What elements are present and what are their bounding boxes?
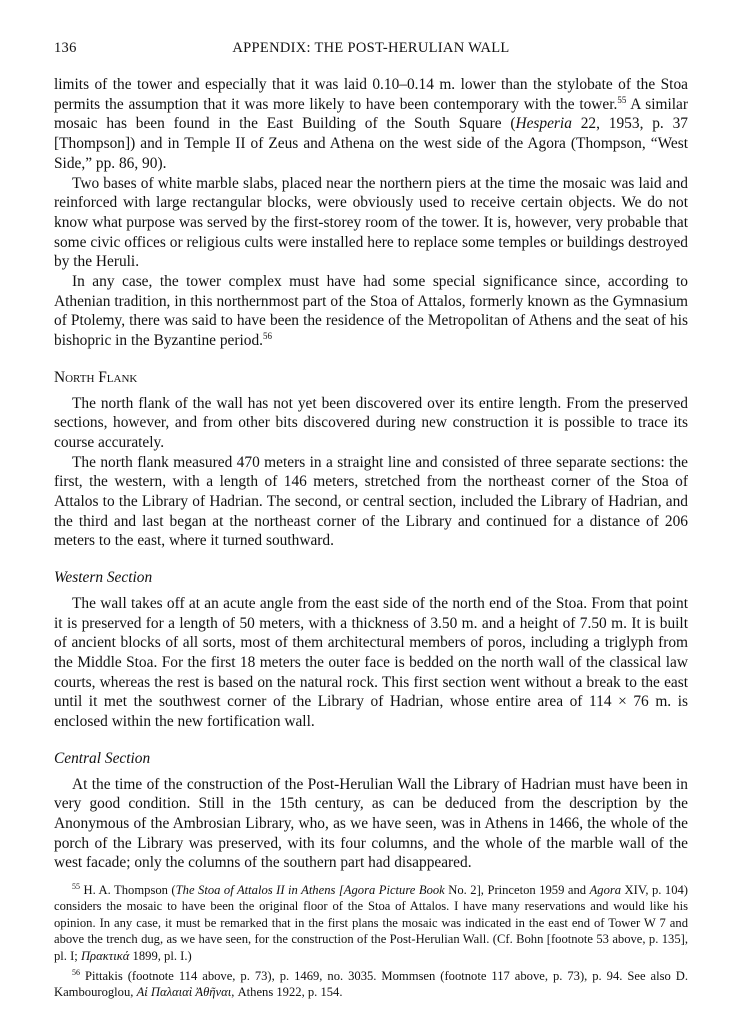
paragraph-north-flank-1: The north flank of the wall has not yet been discovered over its entire length. From the preserved sections, however, and from other bits discovered during new construction it is possible to trace its course accurately. — [54, 394, 688, 451]
paragraph-continued — [54, 75, 688, 174]
subsection-heading-central: Central Section — [54, 749, 151, 767]
paragraph-text: limits of the tower and especially that it was laid 0.10–0.14 m. lower than the stylobate of the Stoa permits the assumption that it was more likely to have been contemporary with the tower. — [54, 76, 688, 113]
footnote-56 — [54, 968, 688, 1001]
book-title: The Stoa of Attalos II in Athens [Agora Picture Book — [175, 883, 445, 898]
book-title: Αἱ Παλαιαὶ Ἀθῆναι — [136, 985, 232, 1000]
paragraph-tower-complex — [54, 272, 688, 351]
paragraph-text: A similar mosaic has been found in the East Building of the South Square ( — [54, 95, 689, 133]
paragraph-bases: Two bases of white marble slabs, placed near the northern piers at the time the mosaic was laid and reinforced with large rectangular blocks, were obviously used to receive certain objects. We do not know what purpose was served by the first-storey room of the tower. It is, however, very probable that some civic offices or religious cults were installed here to replace some temples or buildings destroyed by the Heruli. — [54, 174, 688, 271]
paragraph-text: 22, 1953, p. 37 [Thompson]) and in Temple II of Zeus and Athena on the west side of the Agora (Thompson, “West Side,” pp. 86, 90). — [54, 115, 688, 172]
footnote-text: XIV, p. 104) considers the mosaic to have been the original floor of the Stoa of Attalos. I have many reservations and would like his opinion. In any case, it must be remarked that in the first plans the mosaic was indicated in the east end of Tower W 7 and above the trench dug, as we have seen, for the construction of the Post-Herulian Wall. (Cf. Bohn [footnote 53 above, p. 135], pl. I; — [54, 883, 688, 963]
footnote-number: 55 — [72, 881, 80, 891]
footnote-text: No. 2], Princeton 1959 and — [444, 883, 590, 898]
footnote-ref-56: 56 — [263, 331, 273, 342]
paragraph-north-flank-2: The north flank measured 470 meters in a straight line and consisted of three separate sections: the first, the western, with a length of 146 meters, stretched from the northeast corner of the Stoa of Attalos to the Library of Hadrian. The second, or central section, included the Library of Hadrian, and the third and last began at the northeast corner of the Library and continued for a distance of 206 meters to the east, where it turned southward. — [54, 453, 688, 550]
journal-title: Πρακτικά — [80, 948, 130, 963]
subsection-heading-western: Western Section — [54, 569, 153, 587]
paragraph-central-section: At the time of the construction of the Post-Herulian Wall the Library of Hadrian must have been in very good condition. Still in the 15th century, as can be deduced from the description by the Anonymous of the Ambrosian Library, who, as we have seen, was in Athens in 1466, the whole of the porch of the Library was preserved, with its four columns, and the whole of the marble wall of the west facade; only the columns of the southern part had disappeared. — [54, 775, 688, 872]
book-title: Agora — [589, 883, 622, 898]
footnote-55 — [54, 882, 688, 964]
footnotes — [54, 882, 688, 1001]
page-header — [54, 40, 688, 60]
running-title: APPENDIX: THE POST-HERULIAN WALL — [232, 40, 510, 56]
footnote-number: 56 — [72, 967, 80, 977]
main-text — [54, 75, 688, 1005]
journal-title: Hesperia — [515, 115, 572, 133]
paragraph-western-section: The wall takes off at an acute angle from the east side of the north end of the Stoa. From that point it is preserved for a length of 50 meters, with a thickness of 3.50 m. and a height of 7.50 m. It is built of ancient blocks of all sorts, most of them architectural members of poros, including a triglyph from the Middle Stoa. For the first 18 meters the outer face is bedded on the north wall of the classical law courts, whereas the rest is based on the natural rock. This first section went without a break to the east until it met the southwest corner of the Library of Hadrian, whose entire area of 114 × 76 m. is enclosed within the new fortification wall. — [54, 594, 688, 731]
footnote-text: H. A. Thompson ( — [83, 883, 176, 898]
footnote-text: , Athens 1922, p. 154. — [231, 985, 343, 1000]
paragraph-text: In any case, the tower complex must have had some special significance since, according to Athenian tradition, in this northernmost part of the Stoa of Attalos, formerly known as the Gymnasium of Ptolemy, there was said to have been the residence of the Metropolitan of Athens and the seat of his bishopric in the Byzantine period. — [54, 273, 688, 350]
page-number: 136 — [54, 40, 77, 56]
footnote-text: 1899, pl. I.) — [129, 948, 192, 963]
footnote-ref-55: 55 — [617, 94, 627, 105]
section-heading-north-flank: North Flank — [54, 368, 138, 386]
footnote-text: Pittakis (footnote 114 above, p. 73), p. 1469, no. 3035. Mommsen (footnote 117 above, p. 73), p. 94. See also D. Kambouroglou, — [54, 969, 688, 1000]
